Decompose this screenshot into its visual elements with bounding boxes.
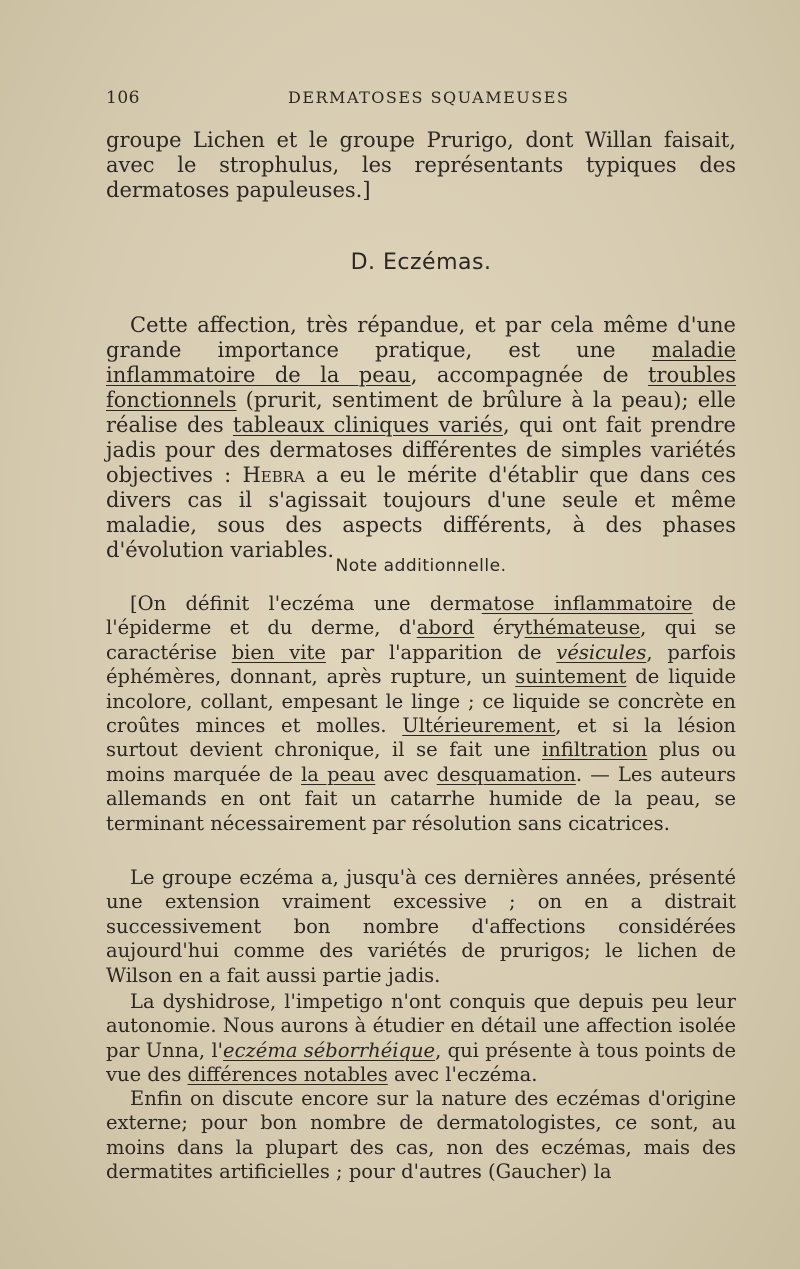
underlined-text: abord: [416, 616, 475, 640]
underlined-text: la peau: [301, 762, 376, 786]
underlined-text: suintement: [515, 665, 627, 689]
text-run: (prurit, sentiment de brûlure à la peau); elle réalise des: [106, 388, 736, 437]
book-page: [106, 0, 736, 1269]
page-header: [106, 88, 736, 114]
note-paragraph-definition: [106, 592, 736, 836]
text-run: , parfois éphémères, donnant, après rupture, un: [106, 640, 736, 689]
text-run: avec l'eczéma.: [387, 1063, 538, 1087]
italic-term: vésicules: [556, 640, 647, 664]
text-run: , qui présente à tous points de vue des: [106, 1038, 736, 1087]
text-run: par l'apparition de: [325, 640, 557, 664]
text-run: de l'épiderme et du derme, d': [106, 592, 736, 640]
underlined-text: desquamation: [436, 762, 576, 786]
paragraph-lichen-prurigo: groupe Lichen et le groupe Prurigo, dont Willan faisait, avec le strophulus, les représentants typiques des dermatoses papuleuses.]: [106, 128, 736, 202]
text-run: , accompagnée de: [410, 363, 648, 387]
underlined-text: différences notables: [187, 1063, 388, 1087]
underlined-text: tableaux cliniques variés: [232, 413, 503, 437]
text-run: . — Les auteurs allemands en ont fait un catarrhe humide de la peau, se terminant nécessairement par résolution sans cicatrices.: [106, 762, 736, 835]
note-title: Note additionnelle.: [335, 556, 507, 576]
text-run: plus ou moins marquée de: [106, 738, 737, 786]
note-paragraph-dyshidrose: [106, 990, 736, 1088]
underlined-text: troubles fonctionnels: [106, 363, 736, 412]
text-run: [On définit l'eczéma une derm: [130, 592, 482, 615]
paragraph-eczema-intro: [106, 313, 736, 563]
italic-term: eczéma séborrhéique: [223, 1038, 436, 1062]
text-run: avec: [375, 762, 437, 786]
text-run: de liquide incolore, collant, empesant le linge ; ce liquide se concrète en croûtes minces et molles.: [106, 665, 736, 738]
running-title: DERMATOSES SQUAMEUSES: [288, 88, 570, 107]
author-name: Hebra: [242, 463, 305, 487]
section-title: D. Eczémas.: [350, 250, 492, 275]
text-run: éry: [474, 616, 525, 640]
text-run: a eu le mérite d'établir que dans ces divers cas il s'agissait toujours d'une seule et même maladie, sous des aspects différents, à des phases d'évolution variables.: [106, 463, 737, 562]
underlined-text: atose inflammatoire: [481, 592, 693, 615]
text-run: Cette affection, très répandue, et par cela même d'une grande importance pratique, est une: [106, 313, 736, 362]
underlined-text: thémateuse: [524, 616, 641, 640]
underlined-text: Ultérieurement: [402, 714, 556, 738]
text-run: , qui ont fait prendre jadis pour des dermatoses différentes de simples variétés objectives :: [106, 413, 736, 487]
underlined-text: infiltration: [542, 738, 648, 762]
page-number: 106: [106, 88, 140, 108]
text-run: , et si la lésion surtout devient chronique, il se fait une: [106, 714, 736, 762]
note-paragraph-extension: Le groupe eczéma a, jusqu'à ces dernières années, présenté une extension vraiment excessive ; on en a distrait successivement bon nombre d'affections considérées aujourd'hui comme des variétés de prurigos; le lichen de Wilson en a fait aussi partie jadis.: [106, 866, 736, 987]
underlined-text: bien vite: [231, 640, 326, 664]
text-run: La dyshidrose, l'impetigo n'ont conquis que depuis peu leur autonomie. Nous aurons à étudier en détail une affection isolée par Unna, l': [106, 990, 736, 1062]
note-paragraph-external-origin: Enfin on discute encore sur la nature des eczémas d'origine externe; pour bon nombre de dermatologistes, ce sont, au moins dans la plupart des cas, non des eczémas, mais des dermatites artificielles ; pour d'autres (Gaucher) la: [106, 1087, 736, 1184]
text-run: , qui se caractérise: [106, 616, 736, 664]
underlined-text: maladie inflammatoire de la peau: [106, 338, 736, 387]
